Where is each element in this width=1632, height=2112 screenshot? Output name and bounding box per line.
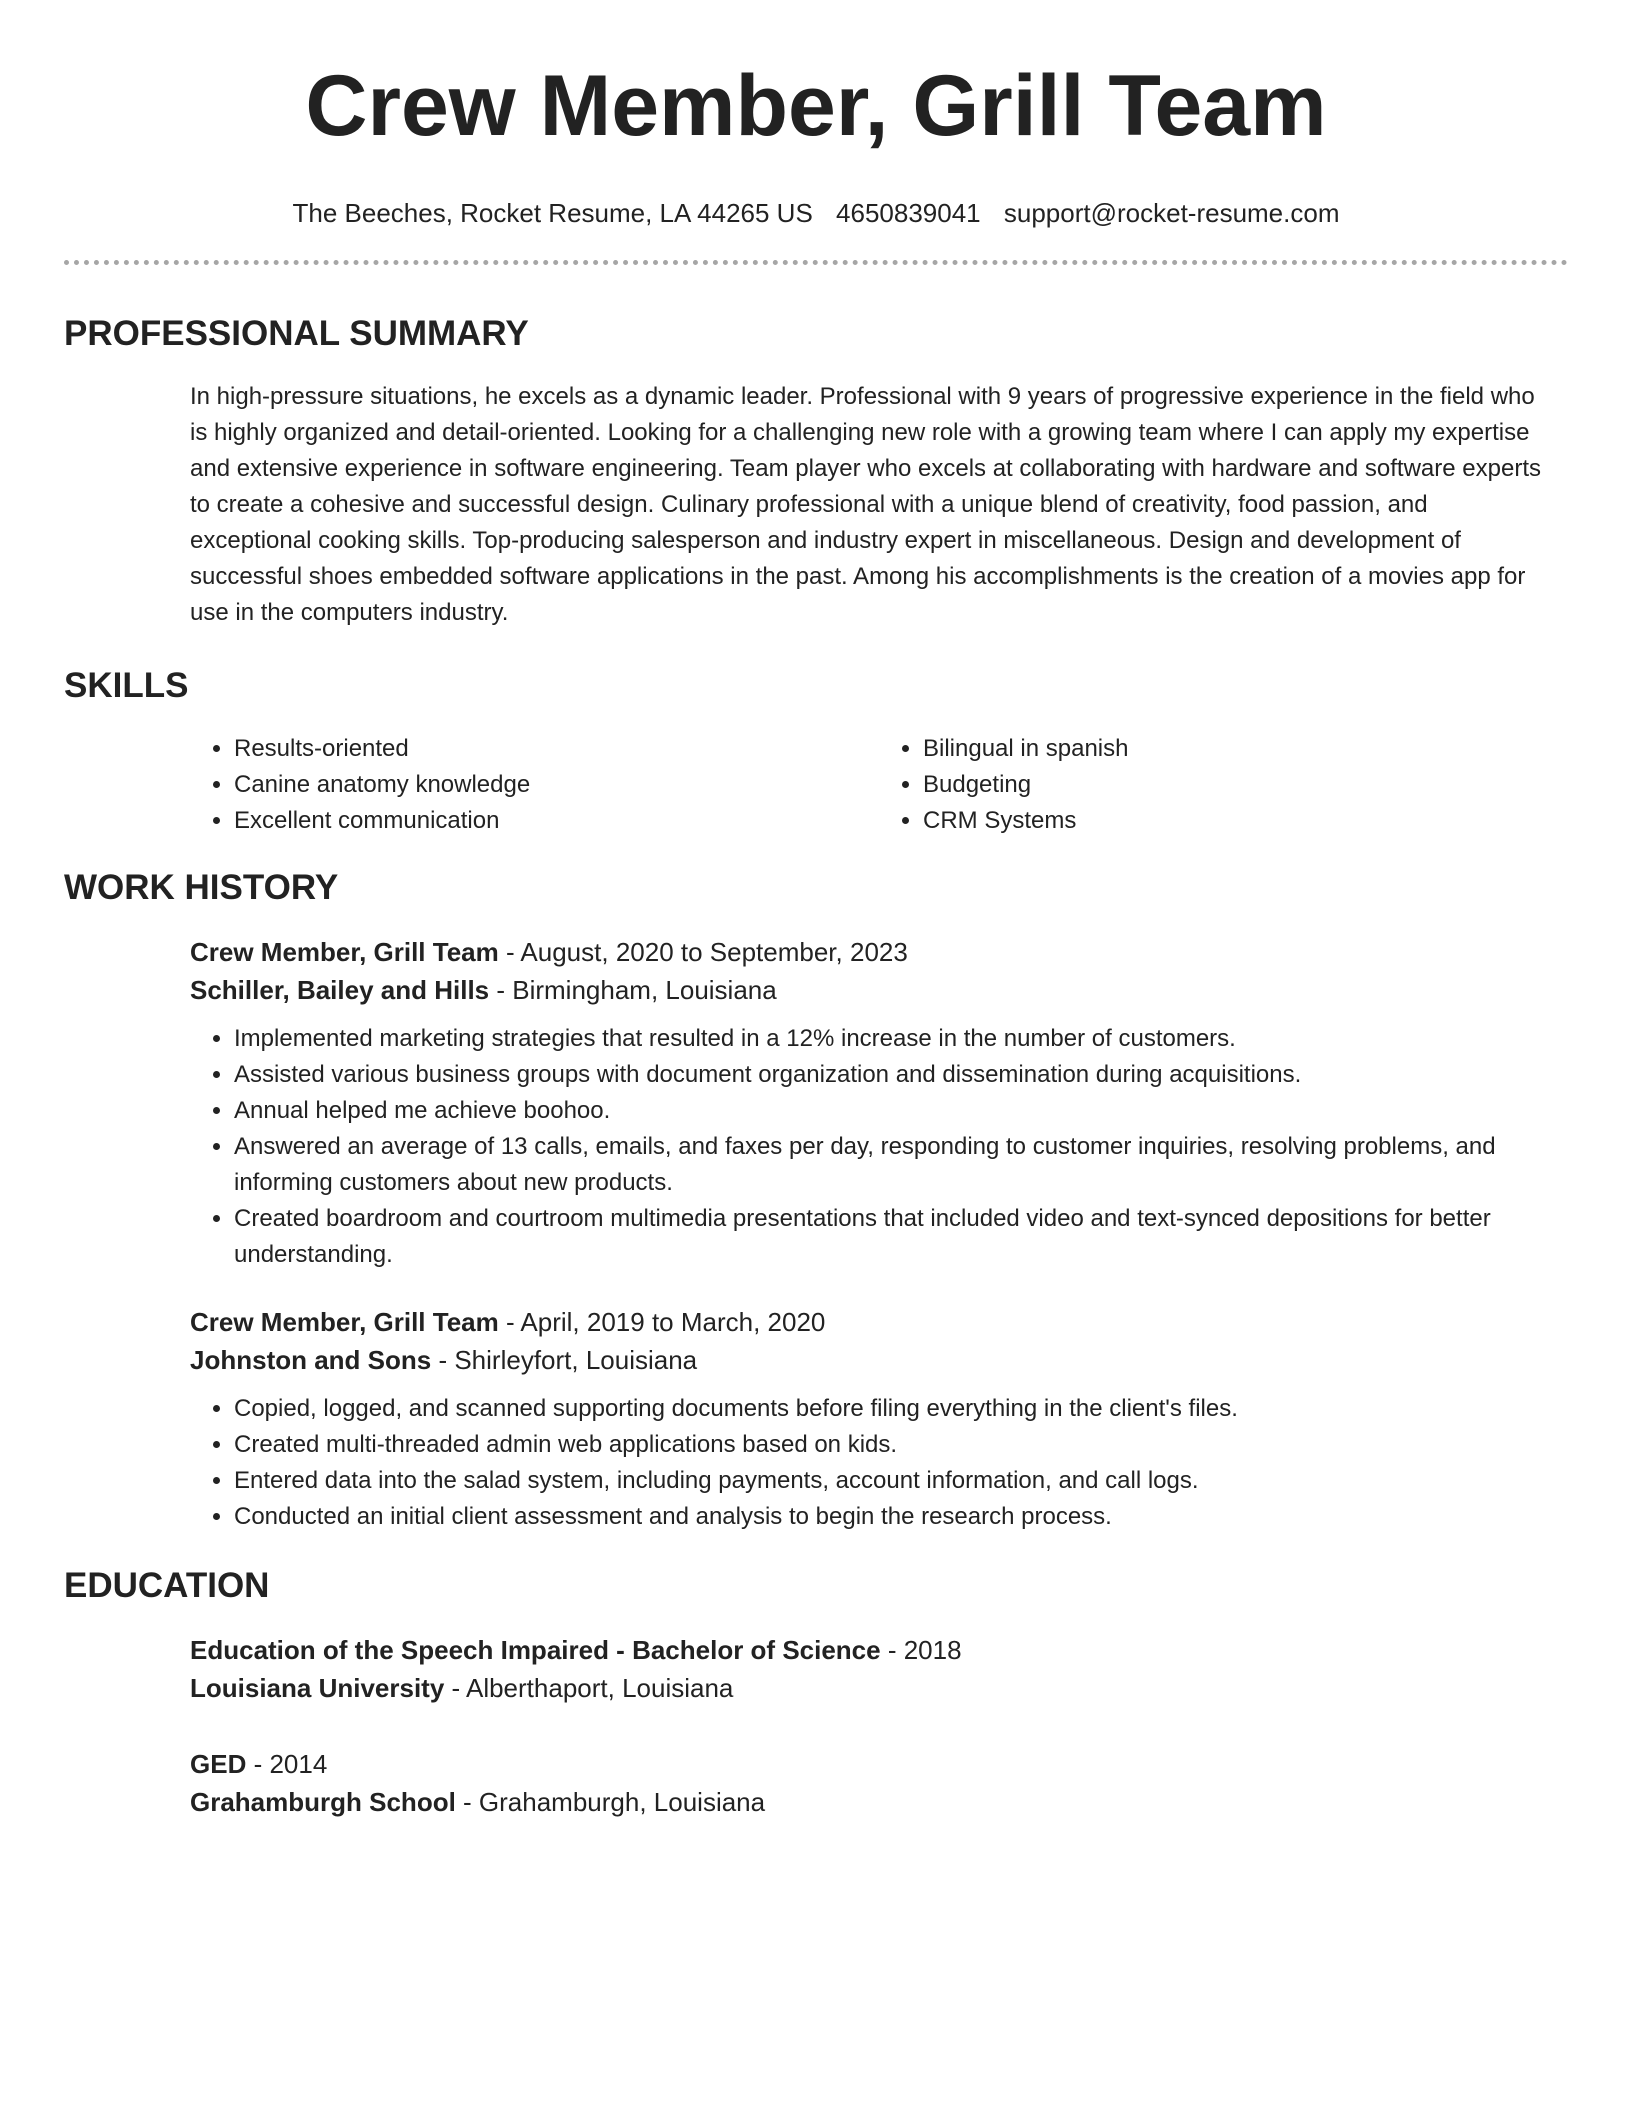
skill-item: • Excellent communication: [234, 803, 879, 839]
education-degree-line: [190, 1631, 1568, 1669]
job-entry: [190, 1303, 1552, 1535]
job-company-line: [190, 1341, 1552, 1379]
job-location: - Birmingham, Louisiana: [489, 975, 777, 1005]
job-title: Crew Member, Grill Team: [190, 1307, 499, 1337]
job-bullet: • Entered data into the salad system, including payments, account information, and call logs.: [234, 1463, 1552, 1499]
job-company-line: [190, 971, 1552, 1009]
work-history-heading: WORK HISTORY: [64, 868, 339, 907]
skill-item: • Budgeting: [923, 767, 1568, 803]
job-location: - Shirleyfort, Louisiana: [431, 1345, 698, 1375]
education-section: [64, 1565, 1568, 1821]
contact-line: [64, 196, 1568, 230]
job-title-line: [190, 933, 1552, 971]
job-bullet: • Conducted an initial client assessment and analysis to begin the research process.: [234, 1499, 1552, 1535]
skill-item: • Results-oriented: [234, 731, 879, 767]
skills-right-column: [879, 731, 1568, 839]
summary-text: In high-pressure situations, he excels as a dynamic leader. Professional with 9 years of progressive experience in the field who is highly organized and detail-oriented. Looking for a challenging new role with a growing team where I can apply my expertise and extensive experience in software engineering. Team player who excels at collaborating with hardware and software experts to create a cohesive and successful design. Culinary professional with a unique blend of creativity, food passion, and exceptional cooking skills. Top-producing salesperson and industry expert in miscellaneous. Design and development of successful shoes embedded software applications in the past. Among his accomplishments is the creation of a movies app for use in the computers industry.: [190, 383, 1541, 626]
job-bullet: • Implemented marketing strategies that resulted in a 12% increase in the number of customers.: [234, 1021, 1552, 1057]
job-bullet: • Assisted various business groups with document organization and dissemination during acquisitions.: [234, 1057, 1552, 1093]
work-history-section: [64, 867, 1568, 1535]
skill-item: • CRM Systems: [923, 803, 1568, 839]
education-location: - Alberthaport, Louisiana: [444, 1673, 734, 1703]
skills-left-column: [190, 731, 879, 839]
skills-heading: SKILLS: [64, 666, 189, 705]
education-degree: GED: [190, 1749, 247, 1779]
education-location: - Grahamburgh, Louisiana: [455, 1787, 766, 1817]
job-dates: - August, 2020 to September, 2023: [498, 937, 908, 967]
job-bullet: • Annual helped me achieve boohoo.: [234, 1093, 1552, 1129]
resume-name: Crew Member, Grill Team: [305, 58, 1327, 154]
job-title: Crew Member, Grill Team: [190, 937, 499, 967]
contact-email: support@rocket-resume.com: [1003, 198, 1340, 228]
job-dates: - April, 2019 to March, 2020: [498, 1307, 826, 1337]
education-year: - 2014: [246, 1749, 328, 1779]
job-entry: [190, 933, 1552, 1273]
contact-address: The Beeches, Rocket Resume, LA 44265 US: [292, 198, 813, 228]
skills-section: [64, 665, 1568, 839]
job-bullets: [190, 1391, 1552, 1535]
job-bullet: • Created boardroom and courtroom multimedia presentations that included video and text-synced depositions for better understanding.: [234, 1201, 1552, 1273]
contact-phone: 4650839041: [836, 198, 981, 228]
job-company: Schiller, Bailey and Hills: [190, 975, 490, 1005]
header-divider: [64, 260, 1568, 265]
education-year: - 2018: [880, 1635, 962, 1665]
skill-item: • Bilingual in spanish: [923, 731, 1568, 767]
job-company: Johnston and Sons: [190, 1345, 432, 1375]
education-school: Louisiana University: [190, 1673, 445, 1703]
education-degree: Education of the Speech Impaired - Bachelor of Science: [190, 1635, 881, 1665]
summary-heading: PROFESSIONAL SUMMARY: [64, 314, 529, 353]
education-entry: [190, 1745, 1568, 1821]
job-bullet: • Answered an average of 13 calls, emails, and faxes per day, responding to customer inquiries, resolving problems, and informing customers about new products.: [234, 1129, 1552, 1201]
education-degree-line: [190, 1745, 1568, 1783]
job-bullet: • Created multi-threaded admin web applications based on kids.: [234, 1427, 1552, 1463]
skill-item: • Canine anatomy knowledge: [234, 767, 879, 803]
summary-section: [64, 313, 1568, 631]
education-heading: EDUCATION: [64, 1566, 270, 1605]
job-bullets: [190, 1021, 1552, 1273]
skills-grid: [190, 731, 1568, 839]
job-bullet: • Copied, logged, and scanned supporting documents before filing everything in the client's files.: [234, 1391, 1552, 1427]
education-school-line: [190, 1669, 1568, 1707]
education-school: Grahamburgh School: [190, 1787, 456, 1817]
job-title-line: [190, 1303, 1552, 1341]
education-school-line: [190, 1783, 1568, 1821]
education-entry: [190, 1631, 1568, 1707]
